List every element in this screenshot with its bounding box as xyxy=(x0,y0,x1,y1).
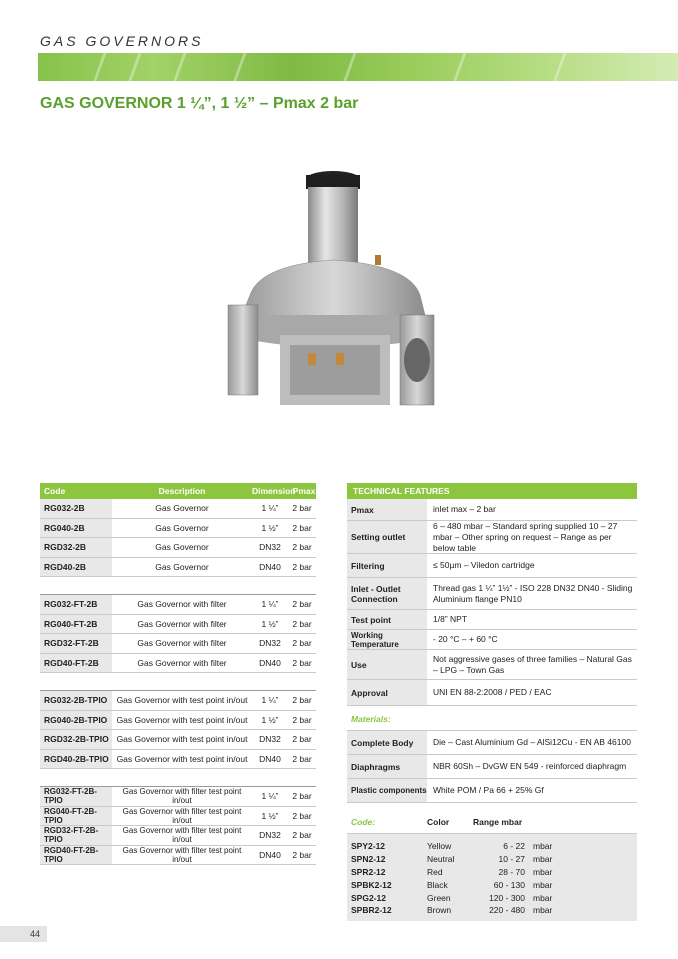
table-row xyxy=(40,691,316,711)
row-pmax: 2 bar xyxy=(292,830,312,841)
table-row xyxy=(40,654,316,674)
materials-heading: Materials: xyxy=(347,706,637,731)
tech-label: Filtering xyxy=(347,554,427,577)
spring-code: SPBK2-12 xyxy=(351,879,392,890)
spring-row xyxy=(347,853,637,866)
row-description: Gas Governor with filter test point in/out xyxy=(122,826,242,845)
header-dimension: Dimension xyxy=(252,486,296,496)
header-code: Code xyxy=(44,486,66,496)
row-code: RGD32-FT-2B-TPIO xyxy=(40,826,112,845)
table-row xyxy=(40,538,316,558)
row-dimension: 1 ½” xyxy=(261,810,279,821)
row-pmax: 2 bar xyxy=(292,791,312,802)
spring-color: Neutral xyxy=(427,854,455,865)
row-dimension: DN32 xyxy=(259,830,281,841)
table-row xyxy=(40,615,316,635)
spring-unit: mbar xyxy=(533,841,553,852)
row-dimension: DN32 xyxy=(259,638,281,649)
row-pmax: 2 bar xyxy=(292,503,312,514)
tech-value: - 20 °C – + 60 °C xyxy=(433,634,498,644)
tech-row xyxy=(347,578,637,610)
spring-unit: mbar xyxy=(533,854,553,865)
row-description: Gas Governor xyxy=(155,561,209,572)
tech-row xyxy=(347,650,637,680)
row-dimension: DN40 xyxy=(259,849,281,860)
tech-label: Setting outlet xyxy=(347,521,427,553)
row-pmax: 2 bar xyxy=(292,599,312,610)
table-header xyxy=(40,483,316,499)
spring-unit: mbar xyxy=(533,905,553,916)
row-dimension: 1 ¼” xyxy=(261,695,279,706)
spring-color: Red xyxy=(427,866,443,877)
row-pmax: 2 bar xyxy=(292,695,312,706)
spring-row xyxy=(347,866,637,879)
row-pmax: 2 bar xyxy=(292,618,312,629)
product-title: GAS GOVERNOR 1 ¼”, 1 ½” – Pmax 2 bar xyxy=(40,95,359,112)
spring-code: SPN2-12 xyxy=(351,854,386,865)
spring-unit: mbar xyxy=(533,866,553,877)
row-dimension: DN32 xyxy=(259,734,281,745)
tech-label: Pmax xyxy=(347,499,427,520)
group-separator xyxy=(40,769,316,787)
springs-header-color: Color xyxy=(427,817,450,827)
spring-unit: mbar xyxy=(533,892,553,903)
row-description: Gas Governor with filter xyxy=(137,599,227,610)
row-pmax: 2 bar xyxy=(292,638,312,649)
row-description: Gas Governor with test point in/out xyxy=(116,734,248,745)
row-code: RGD32-2B xyxy=(40,538,112,557)
row-code: RGD40-2B xyxy=(40,558,112,577)
row-description: Gas Governor with test point in/out xyxy=(116,753,248,764)
table-row xyxy=(40,750,316,770)
row-code: RG040-2B-TPIO xyxy=(40,711,112,730)
row-dimension: 1 ½” xyxy=(261,522,279,533)
spring-code: SPR2-12 xyxy=(351,866,386,877)
row-pmax: 2 bar xyxy=(292,810,312,821)
material-value: Die – Cast Aluminium Gd – AlSi12Cu - EN AB 46100 xyxy=(433,737,631,747)
spring-row xyxy=(347,891,637,904)
tech-value: UNI EN 88-2:2008 / PED / EAC xyxy=(433,687,552,697)
row-code: RGD40-FT-2B-TPIO xyxy=(40,846,112,865)
spring-row xyxy=(347,840,637,853)
header-description: Description xyxy=(158,486,206,496)
material-row xyxy=(347,755,637,779)
group-separator xyxy=(40,577,316,595)
material-value: White POM / Pa 66 + 25% Gf xyxy=(433,785,544,795)
row-dimension: DN32 xyxy=(259,542,281,553)
springs-list xyxy=(347,834,637,921)
material-row xyxy=(347,779,637,803)
row-code: RGD40-FT-2B xyxy=(40,654,112,673)
spring-range: 120 - 300 xyxy=(489,892,525,903)
header-pmax: Pmax xyxy=(292,486,316,496)
row-description: Gas Governor with filter xyxy=(137,618,227,629)
spring-range: 28 - 70 xyxy=(498,866,525,877)
spring-code: SPBR2-12 xyxy=(351,905,392,916)
row-dimension: 1 ½” xyxy=(261,618,279,629)
table-row xyxy=(40,826,316,846)
row-pmax: 2 bar xyxy=(292,714,312,725)
header-green-band xyxy=(38,53,678,81)
tech-value: 1/8” NPT xyxy=(433,614,468,624)
row-dimension: DN40 xyxy=(259,753,281,764)
row-pmax: 2 bar xyxy=(292,734,312,745)
row-description: Gas Governor xyxy=(155,522,209,533)
table-row xyxy=(40,595,316,615)
row-description: Gas Governor with filter xyxy=(137,657,227,668)
tech-label: Working Temperature xyxy=(347,630,427,649)
row-description: Gas Governor with test point in/out xyxy=(116,695,248,706)
row-pmax: 2 bar xyxy=(292,561,312,572)
tech-value: inlet max – 2 bar xyxy=(433,504,496,514)
section-title: GAS GOVERNORS xyxy=(40,33,204,49)
page-number: 44 xyxy=(0,926,47,942)
spring-range: 60 - 130 xyxy=(493,879,525,890)
table-row xyxy=(40,846,316,866)
tech-row xyxy=(347,610,637,630)
row-description: Gas Governor xyxy=(155,542,209,553)
row-description: Gas Governor with filter test point in/out xyxy=(122,845,242,864)
row-dimension: DN40 xyxy=(259,561,281,572)
spring-code: SPY2-12 xyxy=(351,841,386,852)
spring-range: 220 - 480 xyxy=(489,905,525,916)
table-row xyxy=(40,787,316,807)
gas-governor-product-image xyxy=(220,165,450,425)
tech-value: 6 – 480 mbar – Standard spring supplied 10 – 27 mbar – Other spring on request – Range as per below table xyxy=(433,520,618,553)
product-codes-table xyxy=(40,483,316,865)
table-row xyxy=(40,499,316,519)
row-dimension: 1 ½” xyxy=(261,714,279,725)
material-value: NBR 60Sh – DvGW EN 549 - reinforced diaphragm xyxy=(433,761,627,771)
spring-color: Green xyxy=(427,892,451,903)
springs-header xyxy=(347,803,637,834)
row-code: RGD32-2B-TPIO xyxy=(40,730,112,749)
tech-value: Thread gas 1 ¼” 1½” - ISO 228 DN32 DN40 - Sliding Aluminium flange PN10 xyxy=(433,582,633,604)
spring-range: 6 - 22 xyxy=(503,841,525,852)
row-description: Gas Governor with test point in/out xyxy=(116,714,248,725)
table-row xyxy=(40,519,316,539)
row-dimension: 1 ¼” xyxy=(261,503,279,514)
spring-range: 10 - 27 xyxy=(498,854,525,865)
row-pmax: 2 bar xyxy=(292,657,312,668)
technical-features-table xyxy=(347,483,637,921)
row-description: Gas Governor with filter test point in/out xyxy=(122,806,242,825)
row-pmax: 2 bar xyxy=(292,522,312,533)
row-dimension: 1 ¼” xyxy=(261,599,279,610)
table-row xyxy=(40,807,316,827)
row-description: Gas Governor xyxy=(155,503,209,514)
material-label: Complete Body xyxy=(347,731,427,754)
table-row xyxy=(40,558,316,578)
tech-value: Not aggressive gases of three families – Natural Gas – LPG – Town Gas xyxy=(433,653,632,675)
row-code: RG032-FT-2B-TPIO xyxy=(40,787,112,806)
tech-label: Use xyxy=(347,650,427,679)
material-label: Plastic components xyxy=(347,779,427,802)
row-dimension: DN40 xyxy=(259,657,281,668)
row-pmax: 2 bar xyxy=(292,542,312,553)
material-label: Diaphragms xyxy=(347,755,427,778)
tech-row xyxy=(347,521,637,554)
tech-row xyxy=(347,630,637,650)
spring-row xyxy=(347,878,637,891)
table-row xyxy=(40,711,316,731)
spring-color: Yellow xyxy=(427,841,452,852)
row-code: RG032-2B-TPIO xyxy=(40,691,112,710)
row-code: RG040-2B xyxy=(40,519,112,538)
row-dimension: 1 ¼” xyxy=(261,791,279,802)
tech-label: Test point xyxy=(347,610,427,629)
row-code: RGD40-2B-TPIO xyxy=(40,750,112,769)
group-separator xyxy=(40,673,316,691)
row-description: Gas Governor with filter test point in/out xyxy=(122,787,242,806)
tech-label: Inlet - Outlet Connection xyxy=(347,578,427,609)
springs-header-code: Code: xyxy=(351,817,376,827)
row-pmax: 2 bar xyxy=(292,849,312,860)
row-pmax: 2 bar xyxy=(292,753,312,764)
spring-row xyxy=(347,904,637,917)
tech-row xyxy=(347,554,637,578)
table-row xyxy=(40,634,316,654)
technical-features-heading: TECHNICAL FEATURES xyxy=(347,483,637,499)
spring-color: Black xyxy=(427,879,448,890)
row-code: RG040-FT-2B-TPIO xyxy=(40,807,112,826)
tech-label: Approval xyxy=(347,680,427,705)
spring-code: SPG2-12 xyxy=(351,892,386,903)
row-code: RG032-FT-2B xyxy=(40,595,112,614)
spring-color: Brown xyxy=(427,905,452,916)
tech-row xyxy=(347,680,637,706)
material-row xyxy=(347,731,637,755)
row-code: RG032-2B xyxy=(40,499,112,518)
row-description: Gas Governor with filter xyxy=(137,638,227,649)
spring-unit: mbar xyxy=(533,879,553,890)
table-row xyxy=(40,730,316,750)
row-code: RG040-FT-2B xyxy=(40,615,112,634)
springs-header-range: Range mbar xyxy=(473,817,523,827)
tech-value: ≤ 50µm – Viledon cartridge xyxy=(433,560,535,570)
row-code: RGD32-FT-2B xyxy=(40,634,112,653)
